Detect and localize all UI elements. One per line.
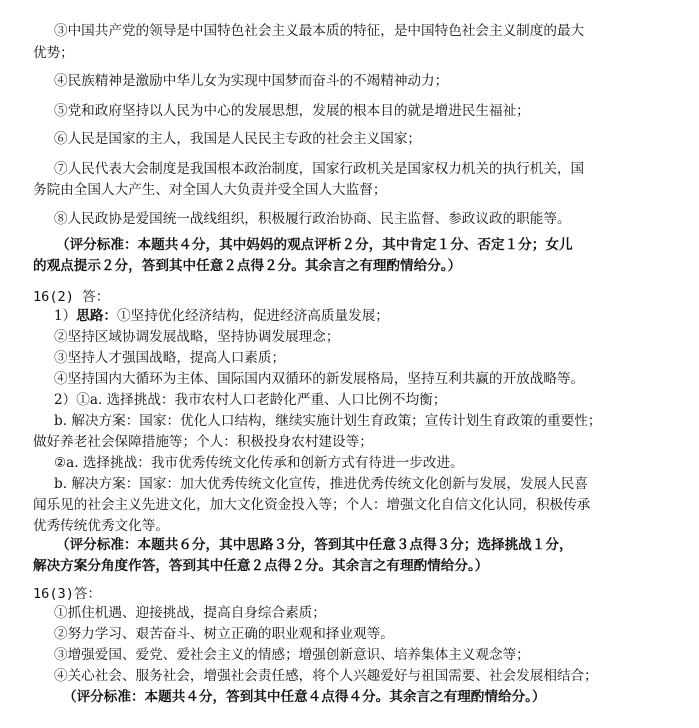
question-16-2-heading: 16(2) 答：: [33, 289, 110, 305]
q16-2-solution-2b-line3: 优秀传统优秀文化等。: [33, 518, 169, 534]
q16-2-solution-1b-line2: 做好养老社会保障措施等；个人：积极投身农村建设等；: [33, 434, 373, 450]
answer-item-5: ⑤党和政府坚持以人民为中心的发展思想，发展的根本目的就是增进民生福祉；: [54, 103, 530, 119]
q16-3-item4: ④关心社会、服务社会，增强社会责任感，将个人兴趣爱好与祖国需要、社会发展相结合；: [54, 668, 598, 684]
answer-item-6: ⑥人民是国家的主人，我国是人民民主专政的社会主义国家；: [54, 131, 422, 147]
q16-2-solution-2b-line1: b. 解决方案：国家：加大优秀传统文化宣传，推进优秀传统文化创新与发展，发展人民喜: [54, 476, 588, 492]
q16-2-thinking-item4: ④坚持国内大循环为主体、国际国内双循环的新发展格局，坚持互利共赢的开放战略等。: [54, 371, 585, 387]
q16-2-solution-1b-line1: b. 解决方案：国家：优化人口结构，继续实施计划生育政策；宣传计划生育政策的重要性；: [54, 413, 602, 429]
q16-2-challenge-1a: 2）①a. 选择挑战：我市农村人口老龄化严重、人口比例不均衡；: [54, 392, 447, 408]
scoring-criteria-line2: 的观点提示２分，答到其中任意２点得２分。其余言之有理酌情给分。）: [33, 258, 462, 274]
q16-3-item1: ①抓住机遇、迎接挑战，提高自身综合素质；: [54, 605, 326, 621]
q16-2-thinking-label: 思路：: [76, 308, 118, 324]
q16-3-item2: ②努力学习、艰苦奋斗、树立正确的职业观和择业观等。: [54, 626, 394, 642]
answer-item-7-line2: 务院由全国人大产生、对全国人大负责并受全国人大监督；: [33, 182, 387, 198]
question-16-3-heading: 16(3)答：: [33, 586, 102, 602]
q16-3-criteria: （评分标准：本题共４分，答到其中任意４点得４分。其余言之有理酌情给分。）: [63, 689, 546, 705]
q16-2-criteria-line1: （评分标准：本题共６分，其中思路３分，答到其中任意３点得３分；选择挑战１分，: [56, 537, 573, 553]
q16-2-solution-2b-line2: 闻乐见的社会主义先进文化，加大文化资金投入等；个人：增强文化自信文化认同，积极传承: [33, 497, 591, 513]
q16-2-criteria-line2: 解决方案分角度作答，答到其中任意２点得２分。其余言之有理酌情给分。）: [33, 558, 489, 574]
answer-item-8: ⑧人民政协是爱国统一战线组织，积极履行政治协商、民主监督、参政议政的职能等。: [54, 211, 571, 227]
answer-item-3-line2: 优势；: [33, 45, 74, 61]
q16-2-sub1-prefix: 1）: [54, 308, 77, 324]
q16-2-thinking-item2: ②坚持区域协调发展战略，坚持协调发展理念；: [54, 329, 340, 345]
answer-item-3-line1: ③中国共产党的领导是中国特色社会主义最本质的特征，是中国特色社会主义制度的最大: [54, 23, 585, 39]
answer-item-7-line1: ⑦人民代表大会制度是我国根本政治制度，国家行政机关是国家权力机关的执行机关，国: [54, 161, 585, 177]
answer-item-4: ④民族精神是激励中华儿女为实现中国梦而奋斗的不竭精神动力；: [54, 73, 449, 89]
scoring-criteria-line1: （评分标准：本题共４分，其中妈妈的观点评析２分，其中肯定１分、否定１分；女儿: [56, 237, 573, 253]
q16-3-item3: ③增强爱国、爱党、爱社会主义的情感；增强创新意识、培养集体主义观念等；: [54, 647, 530, 663]
q16-2-thinking-item3: ③坚持人才强国战略，提高人口素质；: [54, 350, 286, 366]
q16-2-thinking-item1: ①坚持优化经济结构，促进经济高质量发展；: [117, 308, 389, 324]
q16-2-challenge-2a: ②a. 选择挑战：我市优秀传统文化传承和创新方式有待进一步改进。: [54, 455, 464, 471]
q16-2-thinking: [54, 308, 389, 325]
